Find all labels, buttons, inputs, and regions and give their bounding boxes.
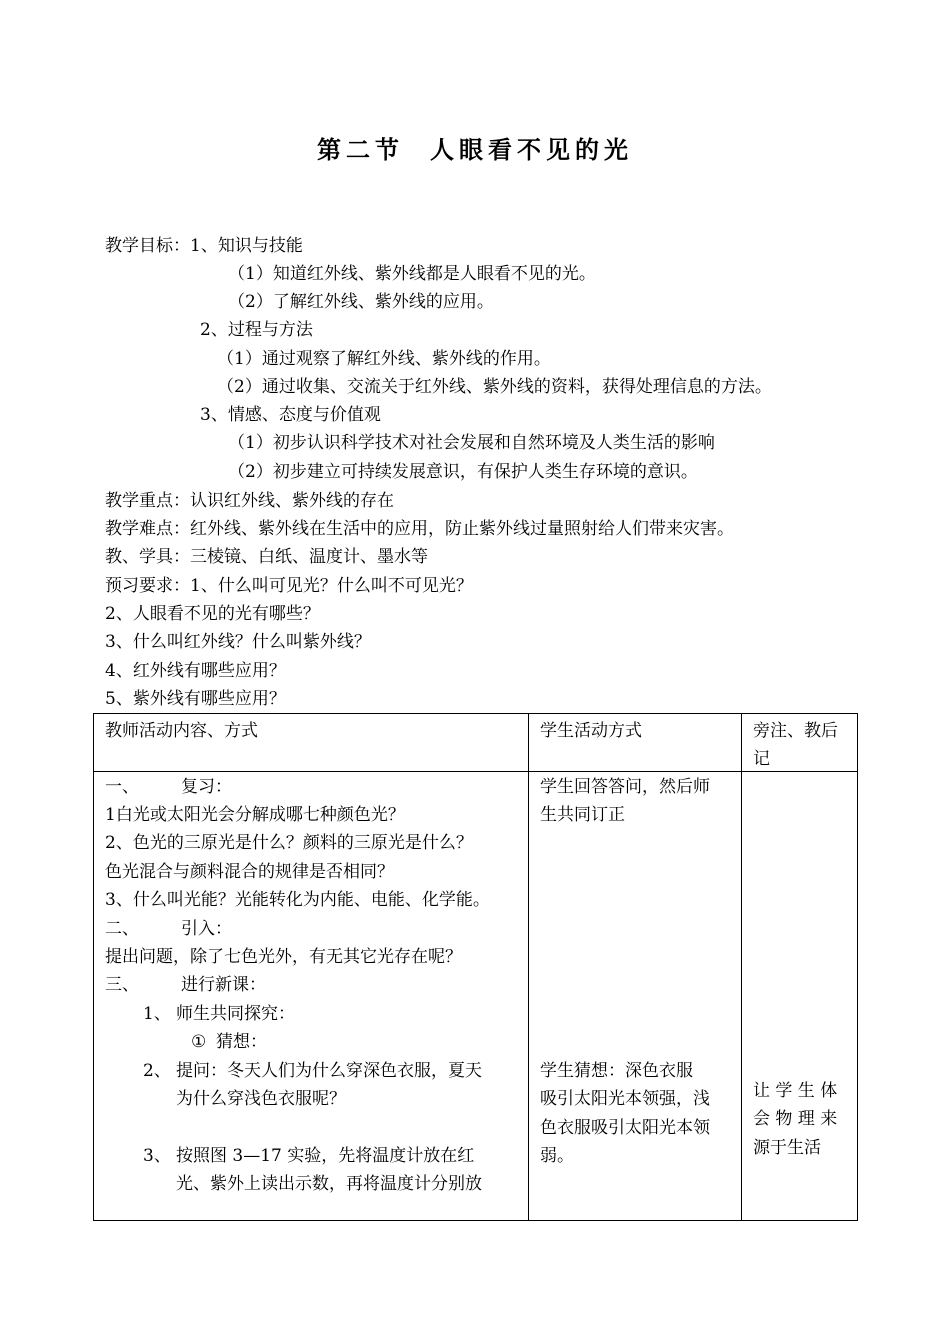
preview-question: 5、紫外线有哪些应用？ bbox=[105, 689, 286, 709]
student-text: 弱。 bbox=[540, 1146, 574, 1166]
student-text: 吸引太阳光本领强，浅 bbox=[540, 1089, 710, 1109]
objective-subheading: 2、过程与方法 bbox=[200, 320, 313, 340]
step-number: 2、 bbox=[143, 1061, 171, 1081]
column-header: 教师活动内容、方式 bbox=[105, 721, 258, 741]
step-number: 3、 bbox=[143, 1146, 171, 1166]
section-number: 二、 bbox=[105, 919, 139, 939]
objective-line: （1）知道红外线、紫外线都是人眼看不见的光。 bbox=[228, 264, 596, 284]
lesson-text: 提出问题，除了七色光外，有无其它光存在呢？ bbox=[105, 947, 462, 967]
objective-line: （2）通过收集、交流关于红外线、紫外线的资料，获得处理信息的方法。 bbox=[217, 377, 772, 397]
column-header: 记 bbox=[753, 749, 770, 769]
section-label: 进行新课： bbox=[181, 975, 266, 995]
header-cell-notes bbox=[742, 714, 858, 772]
difficult-point: 教学难点：红外线、紫外线在生活中的应用，防止紫外线过量照射给人们带来灾害。 bbox=[105, 519, 734, 539]
review-question: 色光混合与颜料混合的规律是否相同？ bbox=[105, 862, 394, 882]
section-label: 复习： bbox=[181, 777, 232, 797]
student-text: 学生猜想：深色衣服 bbox=[540, 1061, 693, 1081]
note-text: 会 物 理 来 bbox=[753, 1109, 838, 1129]
preview-requirement: 预习要求：1、什么叫可见光？什么叫不可见光？ bbox=[105, 576, 473, 596]
column-header: 旁注、教后 bbox=[753, 721, 838, 741]
title-section: 第二节 bbox=[317, 135, 404, 164]
teaching-aids: 教、学具：三棱镜、白纸、温度计、墨水等 bbox=[105, 547, 428, 567]
step-text: 按照图 3—17 实验，先将温度计放在红 bbox=[176, 1146, 475, 1166]
step-number: 1、 bbox=[143, 1004, 171, 1024]
table-header-row bbox=[94, 714, 858, 772]
student-text: 生共同订正 bbox=[540, 805, 625, 825]
note-text: 源于生活 bbox=[753, 1138, 821, 1158]
preview-question: 2、人眼看不见的光有哪些？ bbox=[105, 604, 320, 624]
student-text: 学生回答答问，然后师 bbox=[540, 777, 710, 797]
table-row bbox=[94, 772, 858, 1221]
step-text: 光、紫外上读出示数，再将温度计分别放 bbox=[176, 1174, 482, 1194]
step-text: 师生共同探究： bbox=[176, 1004, 295, 1024]
header-cell-teacher bbox=[94, 714, 529, 772]
review-question: 1白光或太阳光会分解成哪七种颜色光？ bbox=[105, 805, 405, 825]
note-text: 让 学 生 体 bbox=[753, 1081, 838, 1101]
step-text: 提问：冬天人们为什么穿深色衣服，夏天 bbox=[176, 1061, 482, 1081]
section-label: 引入： bbox=[181, 919, 232, 939]
teacher-activity-cell bbox=[94, 772, 529, 1221]
title-topic: 人眼看不见的光 bbox=[430, 135, 633, 164]
objective-subheading: 3、情感、态度与价值观 bbox=[200, 405, 381, 425]
review-question: 2、色光的三原光是什么？颜料的三原光是什么？ bbox=[105, 833, 473, 853]
student-activity-cell bbox=[529, 772, 742, 1221]
preview-question: 4、红外线有哪些应用？ bbox=[105, 661, 286, 681]
step-text: 为什么穿浅色衣服呢？ bbox=[176, 1089, 346, 1109]
student-text: 色衣服吸引太阳光本领 bbox=[540, 1118, 710, 1138]
section-number: 一、 bbox=[105, 777, 139, 797]
step-text: 猜想： bbox=[216, 1032, 267, 1052]
page-title bbox=[0, 130, 950, 165]
circled-number: ① bbox=[191, 1032, 207, 1052]
lesson-table bbox=[93, 713, 858, 1221]
key-point: 教学重点：认识红外线、紫外线的存在 bbox=[105, 491, 394, 511]
column-header: 学生活动方式 bbox=[540, 721, 642, 741]
objective-line: （2）初步建立可持续发展意识，有保护人类生存环境的意识。 bbox=[228, 462, 698, 482]
preview-question: 3、什么叫红外线？什么叫紫外线？ bbox=[105, 632, 371, 652]
objective-line: （1）初步认识科学技术对社会发展和自然环境及人类生活的影响 bbox=[228, 433, 715, 453]
section-number: 三、 bbox=[105, 975, 139, 995]
objective-line: （2）了解红外线、紫外线的应用。 bbox=[228, 292, 494, 312]
objective-line: （1）通过观察了解红外线、紫外线的作用。 bbox=[217, 349, 551, 369]
review-question: 3、什么叫光能？光能转化为内能、电能、化学能。 bbox=[105, 890, 490, 910]
notes-cell bbox=[742, 772, 858, 1221]
header-cell-student bbox=[529, 714, 742, 772]
objectives-heading: 教学目标：1、知识与技能 bbox=[105, 236, 303, 256]
